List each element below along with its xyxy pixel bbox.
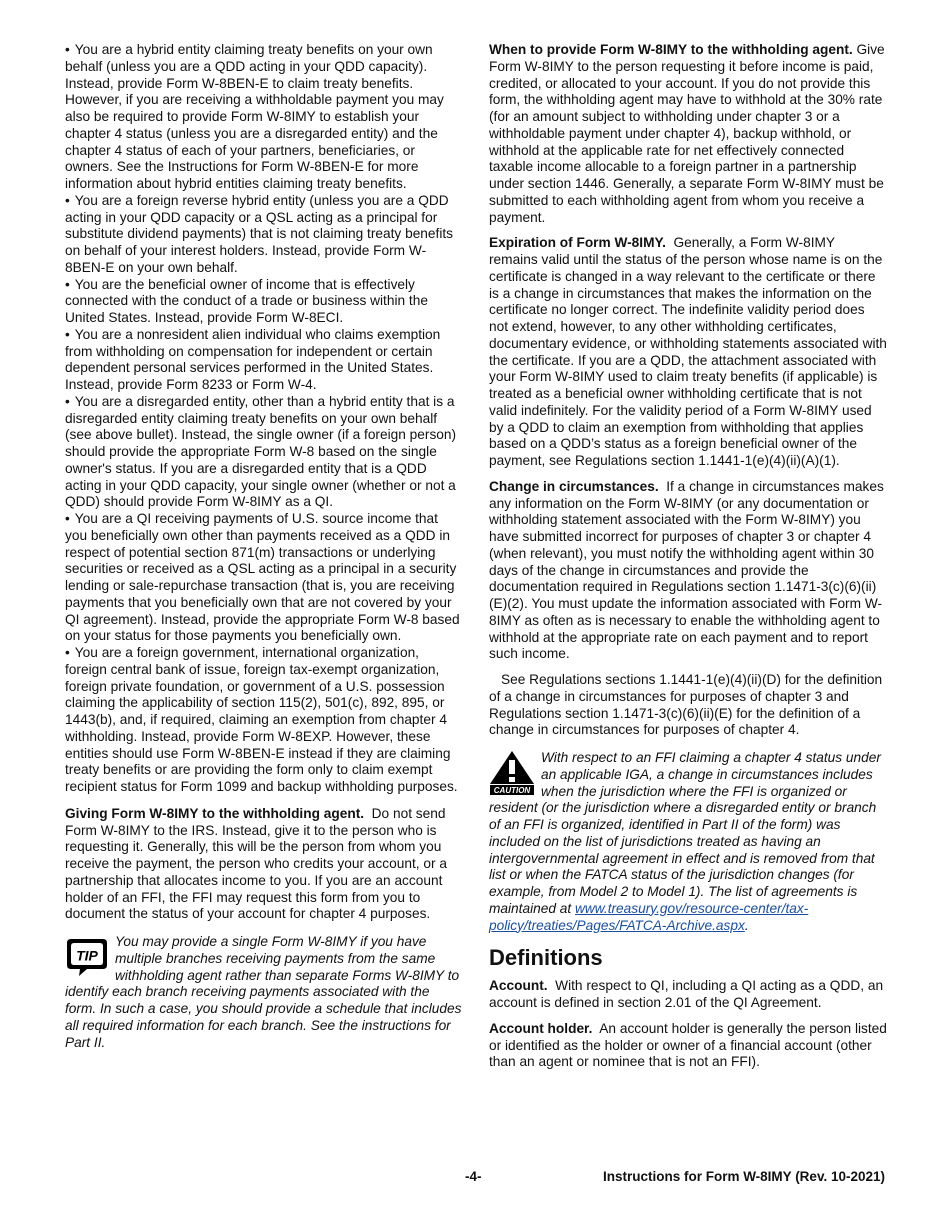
- caution-end: .: [744, 917, 749, 933]
- caution-text: With respect to an FFI claiming a chapter 4 status under an applicable IGA, a change in circumstances includes when the jurisdiction where the FFI is organized or resident (or the jurisdiction where a disregarded entity or branch of an FFI is organized, identified in Part II of the form) was included on the list of jurisdictions treated as having an intergovernmental agreement in effect and is removed from that list or when the FATCA status of the jurisdiction changes (for example, from Model 2 to Model 1). The list of agreements is maintained at: [489, 750, 881, 916]
- caution-label: CAUTION: [493, 786, 531, 795]
- bullet-disregarded-entity: • You are a disregarded entity, other than a hybrid entity that is a disregarded entity claiming treaty benefits on your own behalf (see above bullet). Instead, the single owner (if a foreign person) should provide the appropriate Form W-8 based on the single owner's status. If you are a disregarded entity that is a QDD acting in your QDD capacity, your single owner (whether or not a QDD) should provide Form W-8IMY as a QI.: [65, 394, 463, 511]
- caution-icon: [489, 750, 535, 796]
- giving-section: [65, 806, 463, 923]
- page-footer: [0, 1169, 950, 1189]
- tip-label: TIP: [76, 947, 98, 964]
- when-heading: When to provide Form W-8IMY to the withholding agent.: [489, 42, 853, 57]
- expiration-heading: Expiration of Form W-8IMY.: [489, 235, 666, 251]
- account-holder-heading: Account holder.: [489, 1020, 593, 1036]
- account-holder-text: An account holder is generally the person listed or identified as the holder or owner of a financial account (other than an agent or nominee that is not an FFI).: [489, 1020, 887, 1070]
- giving-heading: Giving Form W-8IMY to the withholding agent.: [65, 805, 365, 821]
- tip-icon: [65, 936, 109, 982]
- when-section: [489, 42, 887, 226]
- tip-text: You may provide a single Form W-8IMY if you have multiple branches receiving payments from the same withholding agent rather than separate Forms W-8IMY to identify each branch receiving payments associated with the form. In such a case, you should provide a schedule that includes all required information for each branch. See the instructions for Part II.: [65, 934, 462, 1050]
- expiration-text: Generally, a Form W-8IMY remains valid until the status of the person whose name is on the certificate is changed in a way relevant to the certificate or there is a change in circumstances that makes the information on the certificate no longer correct. The indefinite validity period does not extend, however, to any other withholding certificates, documentary evidence, or withholding statements associated with the certificate. If you are a QDD, the attachment associated with your Form W-8IMY used to claim treaty benefits (if applicable) is treated as a beneficial owner withholding certificate that is not valid indefinitely. For the validity period of a Form W-8IMY used by a QDD to claim an exemption from withholding that applies based on a QDD’s status as a foreign beneficial owner of the payment, see Regulations section 1.1441-1(e)(4)(ii)(A)(1).: [489, 235, 887, 468]
- account-definition: [489, 978, 887, 1012]
- account-holder-definition: [489, 1021, 887, 1071]
- change-text: If a change in circumstances makes any information on the Form W-8IMY (or any documentation or withholding statement associated with the Form W-8IMY) you have submitted incorrect for purposes of chapter 3 or chapter 4 (when relevant), you must notify the withholding agent within 30 days of the change in circumstances and provide the documentation required in Regulations section 1.1471-3(c)(6)(ii)(E)(2). You must update the information associated with Form W-8IMY as often as is necessary to enable the withholding agent to withhold at the appropriate rate on each payment and to report such income.: [489, 478, 884, 662]
- caution-note: [489, 750, 887, 934]
- see-regulations-paragraph: See Regulations sections 1.1441-1(e)(4)(ii)(D) for the definition of a change in circumstances for purposes of chapter 3 and Regulations section 1.1471-3(c)(6)(ii)(E) for the definition of a change in circumstances for purposes of chapter 4.: [489, 672, 883, 738]
- giving-text: Do not send Form W-8IMY to the IRS. Instead, give it to the person who is requesting it. Generally, this will be the person from whom you receive the payment, the person who credits your account, or a partnership that allocates income to you. If you are an account holder of an FFI, the FFI may request this form from you to document the status of your account for chapter 4 purposes.: [65, 805, 447, 922]
- bullet-hybrid-entity: • You are a hybrid entity claiming treaty benefits on your own behalf (unless you are a QDD acting in your QDD capacity). Instead, provide Form W-8BEN-E to claim treaty benefits. However, if you are receiving a withholdable payment you may also be required to provide Form W-8IMY to establish your chapter 4 status (unless you are a disregarded entity) and the chapter 4 status of each of your partners, beneficiaries, or owners. See the Instructions for Form W-8BEN-E for more information about hybrid entities claiming treaty benefits.: [65, 42, 463, 193]
- expiration-section: [489, 235, 887, 470]
- fatca-archive-link[interactable]: www.treasury.gov/resource-center/tax-policy/treaties/Pages/FATCA-Archive.aspx: [489, 900, 809, 933]
- change-heading: Change in circumstances.: [489, 478, 659, 494]
- tip-note: [65, 934, 463, 1051]
- when-text: Give Form W-8IMY to the person requesting it before income is paid, credited, or allocated to your account. If you do not provide this form, the withholding agent may have to withhold at the 30% rate (for an amount subject to withholding under chapter 3 or a withholdable payment under chapter 4), backup withhold, or withhold at the applicable rate for net effectively connected taxable income allocable to a foreign partner in a partnership under section 1446. Generally, a separate Form W-8IMY must be submitted to each withholding agent from whom you receive a payment.: [489, 42, 885, 225]
- page-number: -4-: [465, 1169, 482, 1184]
- form-title: Instructions for Form W-8IMY (Rev. 10-2021): [602, 1169, 885, 1184]
- definitions-heading: Definitions: [489, 945, 603, 971]
- left-column: [65, 42, 463, 1051]
- bullet-foreign-government: • You are a foreign government, international organization, foreign central bank of issue, foreign tax-exempt organization, foreign private foundation, or government of a U.S. possession claiming the applicability of section 115(2), 501(c), 892, 895, or 1443(b), and, if required, claiming an exemption from chapter 4 withholding. Instead, provide Form W-8EXP. However, these entities should use Form W-8BEN-E instead if they are claiming treaty benefits or are providing the form only to claim exempt recipient status for Form 1099 and backup withholding purposes.: [65, 645, 463, 796]
- account-heading: Account.: [489, 978, 548, 994]
- bullet-beneficial-owner: • You are the beneficial owner of income that is effectively connected with the conduct of a trade or business within the United States. Instead, provide Form W-8ECI.: [65, 277, 463, 327]
- account-text: With respect to QI, including a QI acting as a QDD, an account is defined in section 2.01 of the QI Agreement.: [489, 978, 884, 1010]
- bullet-qi-payments: • You are a QI receiving payments of U.S. source income that you beneficially own other than payments received as a QDD in respect of potential section 871(m) transactions or underlying securities or received as a QSL acting as a principal in a security lending or sale-repurchase transaction (that is, you are receiving payments that you beneficially own that are not covered by your QI agreement). Instead, provide the appropriate Form W-8 based on your status for those payments you beneficially own.: [65, 511, 463, 645]
- bullet-reverse-hybrid: • You are a foreign reverse hybrid entity (unless you are a QDD acting in your QDD capacity or a QSL acting as a principal for substitute dividend payments) that is not claiming treaty benefits on behalf of your interest holders. Instead, provide Form W-8BEN-E on your own behalf.: [65, 193, 463, 277]
- bullet-nonresident-alien: • You are a nonresident alien individual who claims exemption from withholding on compensation for independent or certain dependent personal services performed in the United States. Instead, provide Form 8233 or Form W-4.: [65, 327, 463, 394]
- right-column: [489, 42, 887, 1071]
- change-section: [489, 479, 887, 663]
